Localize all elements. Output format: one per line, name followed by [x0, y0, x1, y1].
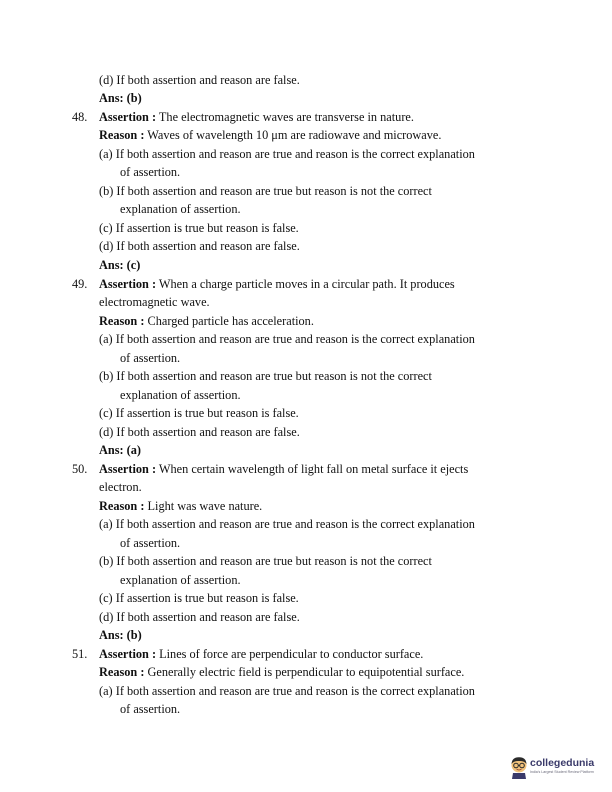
brand-name: collegedunia: [530, 757, 595, 769]
option-a-cont: of assertion.: [120, 702, 181, 716]
question-number: 51.: [72, 647, 88, 661]
assertion-text: When certain wavelength of light fall on metal surface it ejects: [158, 462, 469, 476]
option-d: (d) If both assertion and reason are false.: [99, 610, 300, 624]
option-b: (b) If both assertion and reason are true but reason is not the correct: [99, 184, 432, 198]
question-number: 50.: [72, 462, 88, 476]
option-d: (d) If both assertion and reason are false.: [99, 425, 300, 439]
assertion-label: Assertion :: [99, 462, 157, 476]
reason-text: Waves of wavelength 10 μm are radiowave and microwave.: [147, 128, 442, 142]
reason-label: Reason :: [99, 128, 145, 142]
option-b: (b) If both assertion and reason are true but reason is not the correct: [99, 554, 432, 568]
answer: Ans: (a): [99, 443, 142, 457]
assertion-text: When a charge particle moves in a circular path. It produces: [158, 277, 455, 291]
reason-line: [99, 313, 314, 329]
option-b: (b) If both assertion and reason are true but reason is not the correct: [99, 369, 432, 383]
reason-text: Generally electric field is perpendicular to equipotential surface.: [147, 665, 465, 679]
answer: Ans: (b): [99, 628, 142, 642]
assertion-text: The electromagnetic waves are transverse in nature.: [158, 110, 414, 124]
option-a: (a) If both assertion and reason are true and reason is the correct explanation: [99, 147, 475, 161]
answer: Ans: (c): [99, 258, 141, 272]
assertion-label: Assertion :: [99, 647, 157, 661]
option-b-cont: explanation of assertion.: [120, 388, 241, 402]
reason-text: Charged particle has acceleration.: [147, 314, 314, 328]
option-a: (a) If both assertion and reason are true and reason is the correct explanation: [99, 517, 475, 531]
option-a-cont: of assertion.: [120, 351, 181, 365]
option-c: (c) If assertion is true but reason is false.: [99, 591, 299, 605]
reason-label: Reason :: [99, 499, 145, 513]
assertion-line: [99, 109, 414, 125]
option-b-cont: explanation of assertion.: [120, 202, 241, 216]
option-c: (c) If assertion is true but reason is false.: [99, 406, 299, 420]
assertion-line: [99, 646, 423, 662]
option-d: (d) If both assertion and reason are false.: [99, 239, 300, 253]
reason-label: Reason :: [99, 314, 145, 328]
assertion-cont: electron.: [99, 480, 142, 494]
option-c: (c) If assertion is true but reason is false.: [99, 221, 299, 235]
reason-label: Reason :: [99, 665, 145, 679]
assertion-label: Assertion :: [99, 277, 157, 291]
option-a-cont: of assertion.: [120, 536, 181, 550]
assertion-line: [99, 461, 468, 477]
assertion-cont: electromagnetic wave.: [99, 295, 210, 309]
collegedunia-logo: [509, 756, 609, 782]
mascot-icon: [509, 756, 529, 780]
reason-line: [99, 127, 441, 143]
question-number: 49.: [72, 277, 88, 291]
assertion-line: [99, 276, 455, 292]
prev-answer: Ans: (b): [99, 91, 142, 105]
prev-option-d: (d) If both assertion and reason are false.: [99, 73, 300, 87]
assertion-label: Assertion :: [99, 110, 157, 124]
option-a: (a) If both assertion and reason are true and reason is the correct explanation: [99, 332, 475, 346]
option-b-cont: explanation of assertion.: [120, 573, 241, 587]
reason-line: [99, 498, 262, 514]
question-number: 48.: [72, 110, 88, 124]
brand-tagline: India's Largest Student Review Platform: [530, 770, 594, 774]
reason-text: Light was wave nature.: [147, 499, 263, 513]
reason-line: [99, 664, 464, 680]
option-a: (a) If both assertion and reason are true and reason is the correct explanation: [99, 684, 475, 698]
option-a-cont: of assertion.: [120, 165, 181, 179]
assertion-text: Lines of force are perpendicular to conductor surface.: [159, 647, 424, 661]
